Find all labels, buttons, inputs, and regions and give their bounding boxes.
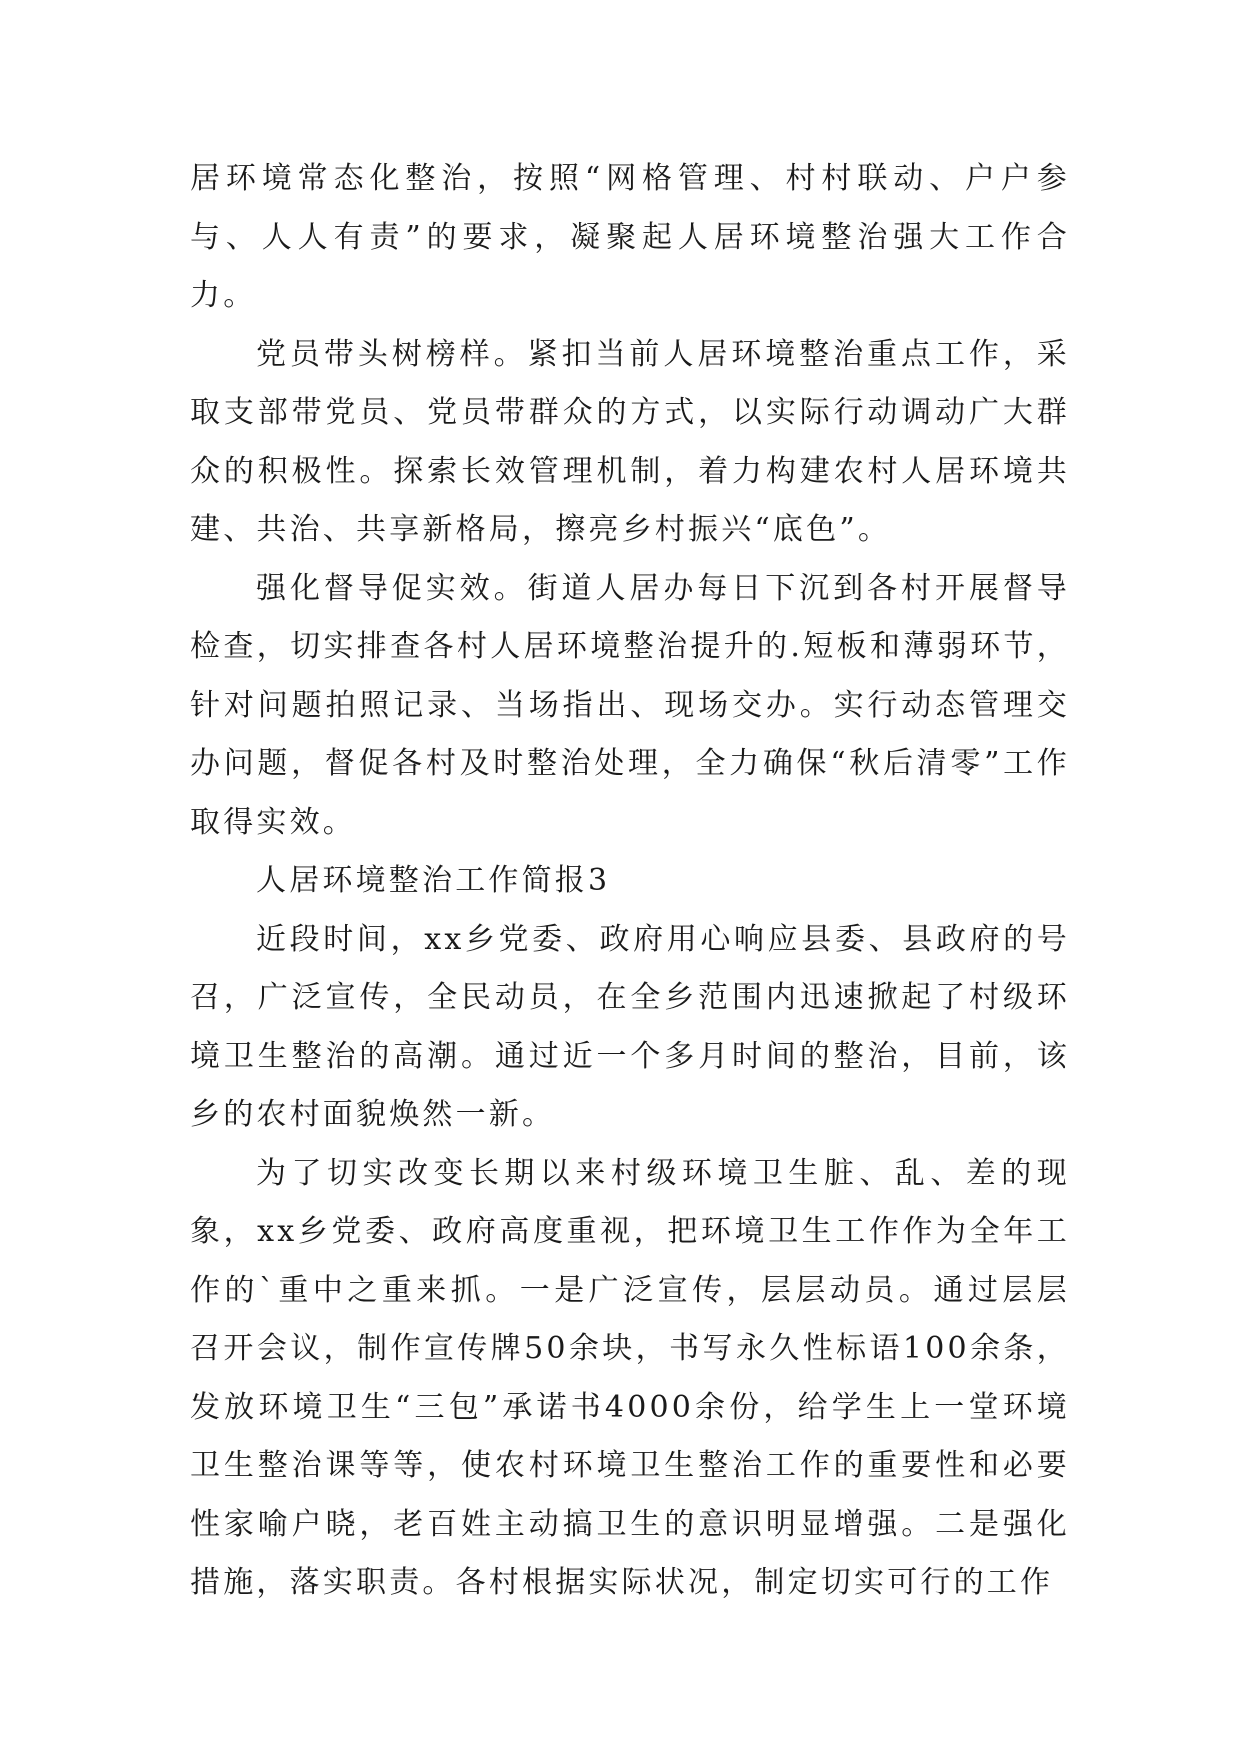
paragraph-5: 为了切实改变长期以来村级环境卫生脏、乱、差的现象，xx乡党委、政府高度重视，把环境卫生工作作为全年工作的`重中之重来抓。一是广泛宣传，层层动员。通过层层召开会议，制作宣传牌50余块，书写永久性标语100余条，发放环境卫生“三包”承诺书4000余份，给学生上一堂环境卫生整治课等等，使农村环境卫生整治工作的重要性和必要性家喻户晓，老百姓主动搞卫生的意识明显增强。二是强化措施，落实职责。各村根据实际状况，制定切实可行的工作 xyxy=(190,1155,1070,1600)
paragraph-2: 党员带头树榜样。紧扣当前人居环境整治重点工作，采取支部带党员、党员带群众的方式，以实际行动调动广大群众的积极性。探索长效管理机制，着力构建农村人居环境共建、共治、共享新格局，擦亮乡村振兴“底色”。 xyxy=(190,336,1070,547)
document-body xyxy=(190,150,1070,1613)
section-heading: 人居环境整治工作简报3 xyxy=(256,863,611,898)
paragraph-3: 强化督导促实效。街道人居办每日下沉到各村开展督导检查，切实排查各村人居环境整治提升的.短板和薄弱环节，针对问题拍照记录、当场指出、现场交办。实行动态管理交办问题，督促各村及时整治处理，全力确保“秋后清零”工作取得实效。 xyxy=(190,570,1070,840)
paragraph-1: 居环境常态化整治，按照“网格管理、村村联动、户户参与、人人有责”的要求，凝聚起人居环境整治强大工作合力。 xyxy=(190,161,1070,313)
paragraph-4: 近段时间，xx乡党委、政府用心响应县委、县政府的号召，广泛宣传，全民动员，在全乡范围内迅速掀起了村级环境卫生整治的高潮。通过近一个多月时间的整治，目前，该乡的农村面貌焕然一新。 xyxy=(190,921,1070,1132)
